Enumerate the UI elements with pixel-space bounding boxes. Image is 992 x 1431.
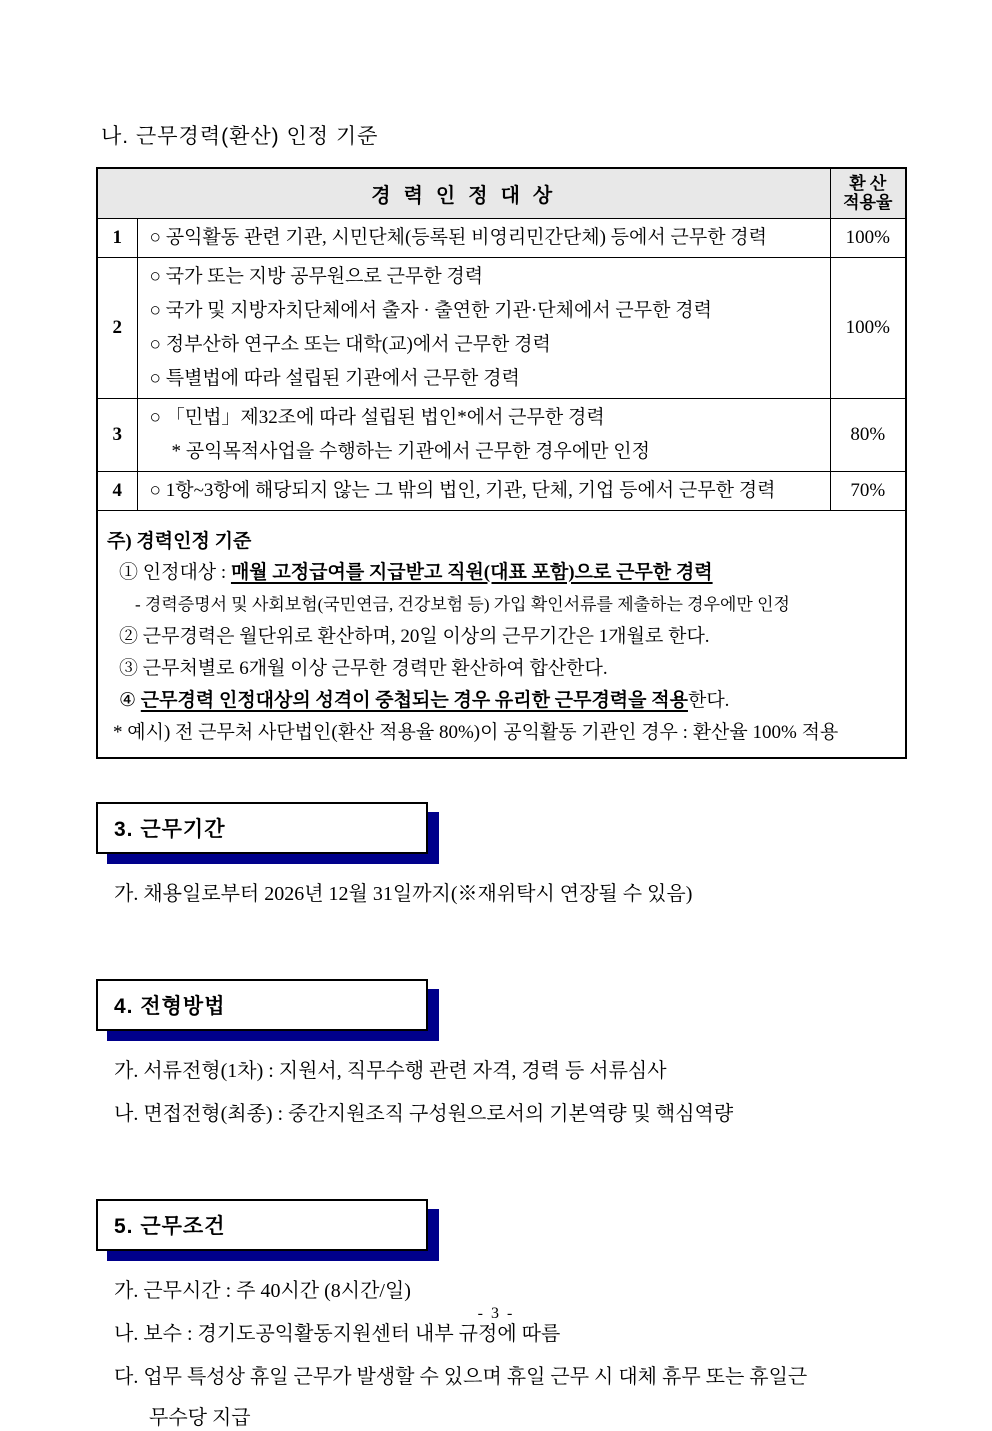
- section-spacer: [96, 1163, 905, 1199]
- criteria-item: ○ 국가 및 지방자치단체에서 출자 · 출연한 기관·단체에서 근무한 경력: [149, 299, 712, 321]
- row-rate: 100%: [830, 218, 906, 257]
- note-4-prefix: ④: [119, 689, 141, 711]
- table-row: [97, 471, 906, 510]
- page-number: - 3 -: [477, 1305, 515, 1322]
- section-heading-selection-method: 4. 전형방법: [96, 979, 428, 1031]
- note-example: * 예시) 전 근무처 사단법인(환산 적용율 80%)이 공익활동 기관인 경우 : 환산율 100% 적용: [113, 721, 839, 743]
- section-selection-method-items: [114, 1058, 905, 1127]
- row-criteria: [137, 471, 830, 510]
- row-number: 1: [97, 218, 137, 257]
- note-4-suffix: 한다.: [687, 689, 730, 711]
- note-item-1: [119, 561, 895, 585]
- table-row: [97, 218, 906, 257]
- note-1-prefix: ① 인정대상 :: [119, 561, 231, 583]
- column-header-rate-line1: 환 산: [849, 173, 887, 193]
- section-work-conditions-items: [114, 1278, 905, 1431]
- section-work-period-items: [114, 881, 905, 907]
- section-item: 가. 채용일로부터 2026년 12월 31일까지(※재위탁시 연장될 수 있음): [114, 882, 693, 905]
- note-item-2: ② 근무경력은 월단위로 환산하며, 20일 이상의 근무기간은 1개월로 한다.: [119, 625, 710, 647]
- table-header-row: [97, 168, 906, 218]
- row-number: 4: [97, 471, 137, 510]
- page-title: 나. 근무경력(환산) 인정 기준: [101, 125, 379, 148]
- row-criteria: [137, 218, 830, 257]
- criteria-item: ○ 1항~3항에 해당되지 않는 그 밖의 법인, 기관, 단체, 기업 등에서 근무한 경력: [149, 479, 776, 501]
- section-item: 다. 업무 특성상 휴일 근무가 발생할 수 있으며 휴일 근무 시 대체 휴무 또는 휴일근: [114, 1365, 808, 1388]
- criteria-item: ○ 「민법」제32조에 따라 설립된 법인*에서 근무한 경력: [149, 406, 605, 428]
- table-notes-row: [97, 510, 906, 758]
- column-header-target: 경 력 인 정 대 상: [97, 168, 830, 218]
- note-item-4: [119, 689, 895, 713]
- section-heading-work-conditions: 5. 근무조건: [96, 1199, 428, 1251]
- note-4-emphasis: 근무경력 인정대상의 성격이 중첩되는 경우 유리한 근무경력을 적용: [140, 689, 688, 711]
- note-item-1-sub: - 경력증명서 및 사회보험(국민연금, 건강보험 등) 가입 확인서류를 제출하는 경우에만 인정: [135, 594, 790, 614]
- row-rate: 100%: [830, 257, 906, 398]
- section-item: 나. 보수 : 경기도공익활동지원센터 내부 규정에 따름: [114, 1322, 561, 1345]
- note-1-emphasis: 매월 고정급여를 지급받고 직원(대표 포함)으로 근무한 경력: [230, 561, 713, 583]
- section-spacer: [96, 943, 905, 979]
- section-item: 가. 서류전형(1차) : 지원서, 직무수행 관련 자격, 경력 등 서류심사: [114, 1059, 667, 1082]
- criteria-item: ○ 특별법에 따라 설립된 기관에서 근무한 경력: [149, 367, 520, 389]
- column-header-rate: [830, 168, 906, 218]
- note-item-3: ③ 근무처별로 6개월 이상 근무한 경력만 환산하여 합산한다.: [119, 657, 608, 679]
- section-item: 나. 면접전형(최종) : 중간지원조직 구성원으로서의 기본역량 및 핵심역량: [114, 1102, 734, 1125]
- row-number: 2: [97, 257, 137, 398]
- notes-title: 주) 경력인정 기준: [107, 530, 252, 552]
- criteria-item: ○ 공익활동 관련 기관, 시민단체(등록된 비영리민간단체) 등에서 근무한 경력: [149, 226, 768, 248]
- criteria-item: ○ 정부산하 연구소 또는 대학(교)에서 근무한 경력: [149, 333, 551, 355]
- notes-cell: [97, 510, 906, 758]
- criteria-footnote: * 공익목적사업을 수행하는 기관에서 근무한 경우에만 인정: [171, 440, 650, 462]
- row-number: 3: [97, 398, 137, 471]
- row-rate: 80%: [830, 398, 906, 471]
- row-criteria: [137, 398, 830, 471]
- section-item: 가. 근무시간 : 주 40시간 (8시간/일): [114, 1279, 411, 1302]
- row-criteria: [137, 257, 830, 398]
- column-header-rate-line2: 적용율: [843, 193, 893, 213]
- section-item-continuation: 무수당 지급: [149, 1406, 251, 1429]
- table-row: [97, 257, 906, 398]
- table-row: [97, 398, 906, 471]
- section-heading-work-period: 3. 근무기간: [96, 802, 428, 854]
- career-recognition-table: [96, 167, 907, 759]
- criteria-item: ○ 국가 또는 지방 공무원으로 근무한 경력: [149, 265, 484, 287]
- row-rate: 70%: [830, 471, 906, 510]
